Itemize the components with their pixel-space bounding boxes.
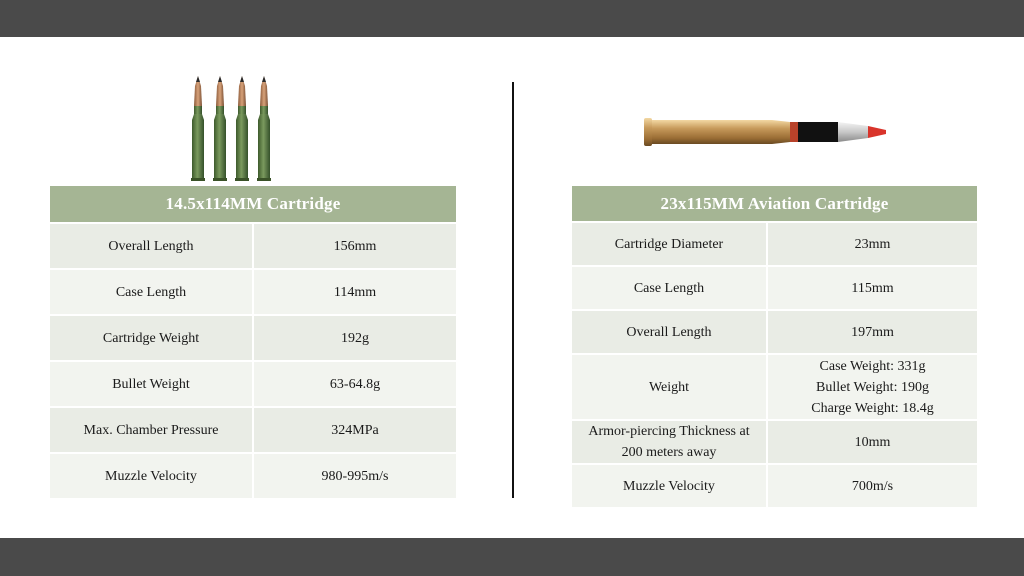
table-row (50, 360, 456, 406)
row-label: Max. Chamber Pressure (50, 408, 254, 452)
row-label: Bullet Weight (50, 362, 254, 406)
row-label: Muzzle Velocity (572, 465, 768, 507)
label-line: 200 meters away (621, 445, 717, 460)
row-value: 324MPa (254, 408, 456, 452)
table-row (50, 314, 456, 360)
row-value: 156mm (254, 224, 456, 268)
table-row (572, 221, 977, 265)
table-row (50, 268, 456, 314)
row-value: 115mm (768, 267, 977, 309)
row-label: Muzzle Velocity (50, 454, 254, 498)
row-value: 700m/s (768, 465, 977, 507)
table-row (572, 463, 977, 507)
row-label: Cartridge Weight (50, 316, 254, 360)
row-value: 23mm (768, 223, 977, 265)
table-row (572, 309, 977, 353)
table-row (50, 406, 456, 452)
row-value (768, 355, 977, 419)
label-line: Armor-piercing Thickness at (588, 424, 750, 439)
vertical-divider (512, 82, 514, 498)
row-value: 63-64.8g (254, 362, 456, 406)
top-bar (0, 0, 1024, 37)
cartridge-23mm-image (642, 114, 888, 150)
row-label (572, 421, 768, 463)
table-row (572, 265, 977, 309)
row-value: 197mm (768, 311, 977, 353)
row-value: 10mm (768, 421, 977, 463)
cartridges-14-5mm-image (186, 74, 278, 184)
row-label: Case Length (572, 267, 768, 309)
table-title: 14.5x114MM Cartridge (50, 186, 456, 222)
spec-table-23mm (572, 186, 977, 507)
table-row (572, 419, 977, 463)
row-label: Overall Length (572, 311, 768, 353)
spec-table-14-5mm (50, 186, 456, 498)
row-label: Cartridge Diameter (572, 223, 768, 265)
table-row (50, 452, 456, 498)
weight-line: Case Weight: 331g (819, 358, 926, 374)
row-label: Case Length (50, 270, 254, 314)
weight-line: Charge Weight: 18.4g (811, 400, 934, 416)
row-value: 980-995m/s (254, 454, 456, 498)
row-label: Overall Length (50, 224, 254, 268)
bottom-bar (0, 538, 1024, 576)
table-row (50, 222, 456, 268)
table-title: 23x115MM Aviation Cartridge (572, 186, 977, 221)
row-label: Weight (572, 355, 768, 419)
row-value: 114mm (254, 270, 456, 314)
weight-line: Bullet Weight: 190g (816, 379, 929, 395)
table-row (572, 353, 977, 419)
row-value: 192g (254, 316, 456, 360)
